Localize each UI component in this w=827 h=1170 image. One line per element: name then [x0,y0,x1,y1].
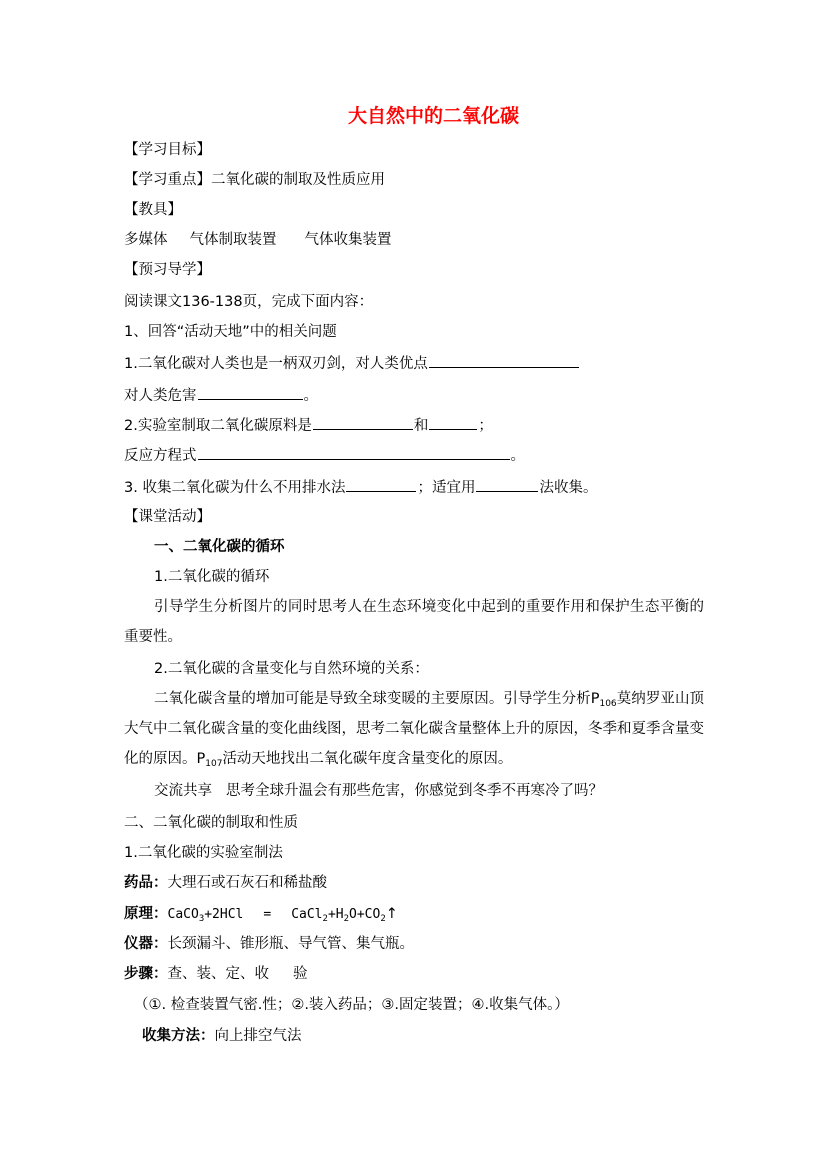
principle-line [124,904,398,925]
section-goals: 【学习目标】 [124,142,211,158]
share-line [154,781,603,801]
preview-question-1a [124,353,580,374]
equals-sign: = [263,907,272,922]
formula-part: CaCl [291,907,323,922]
page-ref-number: 107 [205,759,223,769]
focus-label: 【学习重点】 [124,172,211,188]
heading-co2-cycle: 一、二氧化碳的循环 [154,539,285,555]
question-text: 反应方程式 [124,448,197,464]
gas-arrow-icon: ↑ [385,906,398,922]
tools-list [124,230,392,250]
preview-question-2a [124,415,493,436]
subheading-cycle: 1.二氧化碳的循环 [154,569,270,585]
formula-subscript: 2 [380,914,386,924]
formula-part: +2HCl [204,907,244,922]
answer-blank[interactable] [476,477,538,492]
formula-part: O+CO [349,907,381,922]
collect-line [142,1026,302,1046]
question-text: 法收集。 [539,480,598,496]
focus-text: 二氧化碳的制取及性质应用 [211,172,385,188]
paragraph-cycle: 引导学生分析图片的同时思考人在生态环境变化中起到的重要作用和保护生态平衡的重要性。 [124,599,704,645]
question-text: 。 [510,448,525,464]
formula-part: +H [327,907,344,922]
section-tools: 【教具】 [124,202,182,218]
answer-blank[interactable] [198,445,510,460]
subheading-lab-method: 1.二氧化碳的实验室制法 [124,845,283,861]
paragraph-text: 二氧化碳含量的增加可能是导致全球变暖的主要原因。引导学生分析 [154,691,591,707]
page-ref [591,691,617,707]
share-text: 思考全球升温会有那些危害，你感觉到冬季不再寒冷了吗？ [226,783,603,799]
preview-question-1b [124,385,318,406]
page-ref-letter: P [196,751,206,767]
instrument-text: 长颈漏斗、锥形瓶、导气管、集气瓶。 [167,936,414,952]
section-class-activity: 【课堂活动】 [124,509,211,525]
paragraph-content-change [124,684,704,774]
answer-blank[interactable] [313,415,413,430]
question-text: 2.实验室制取二氧化碳原料是 [124,418,312,434]
tool-item: 多媒体 [124,232,168,248]
preview-question-0: 1、回答“活动天地”中的相关问题 [124,324,337,340]
formula-part: CaCO [167,907,199,922]
question-text: 。 [303,388,318,404]
tool-item: 气体制取装置 [189,232,277,248]
preview-question-3 [124,477,597,498]
steps-detail: （①. 检查装置气密.性；②.装入药品；③.固定装置；④.收集气体。） [134,997,569,1013]
steps-text: 查、装、定、收 [167,966,269,982]
formula-subscript: 2 [322,914,328,924]
drug-label: 药品： [124,875,168,891]
subheading-content-change: 2.二氧化碳的含量变化与自然环境的关系： [154,661,429,677]
question-text: 和 [413,418,429,434]
instrument-line [124,934,414,954]
collect-text: 向上排空气法 [214,1028,302,1044]
question-text: 1.二氧化碳对人类也是一柄双刃剑，对人类优点 [124,356,428,372]
answer-blank[interactable] [346,477,416,492]
paragraph-text: 莫纳罗亚山顶大气中二氧化碳含量的变化曲线图，思考二氧化碳含量整体上升的原因，冬季和夏季含量变化的原因。 [124,691,704,767]
answer-blank[interactable] [429,353,579,368]
question-text: ；适宜用 [417,480,476,496]
document-title: 大自然中的二氧化碳 [347,105,519,127]
tool-item: 气体收集装置 [304,232,392,248]
drug-text: 大理石或石灰石和稀盐酸 [167,875,327,891]
page-ref-number: 106 [599,699,617,709]
preview-question-2b [124,445,525,466]
page-ref [197,751,223,767]
section-preview: 【预习导学】 [124,262,211,278]
page-ref-letter: P [590,691,600,707]
steps-line [124,964,308,984]
steps-text: 验 [293,966,308,982]
question-text: 对人类危害 [124,388,197,404]
question-text: ； [478,418,493,434]
instrument-label: 仪器： [124,936,168,952]
share-label: 交流共享 [154,783,212,799]
section-focus [124,170,385,190]
steps-label: 步骤： [124,966,168,982]
chemical-equation [168,907,386,922]
answer-blank[interactable] [198,385,303,400]
drug-line [124,873,327,893]
heading-preparation: 二、二氧化碳的制取和性质 [124,815,298,831]
question-text: 3. 收集二氧化碳为什么不用排水法 [124,480,346,496]
formula-subscript: 3 [198,914,205,924]
answer-blank[interactable] [429,415,477,430]
formula-subscript: 2 [343,914,350,924]
paragraph-text: 活动天地找出二氧化碳年度含量变化的原因。 [222,751,513,767]
preview-intro: 阅读课文136-138页，完成下面内容： [124,294,374,310]
principle-label: 原理： [124,906,168,922]
collect-label: 收集方法： [142,1028,215,1044]
